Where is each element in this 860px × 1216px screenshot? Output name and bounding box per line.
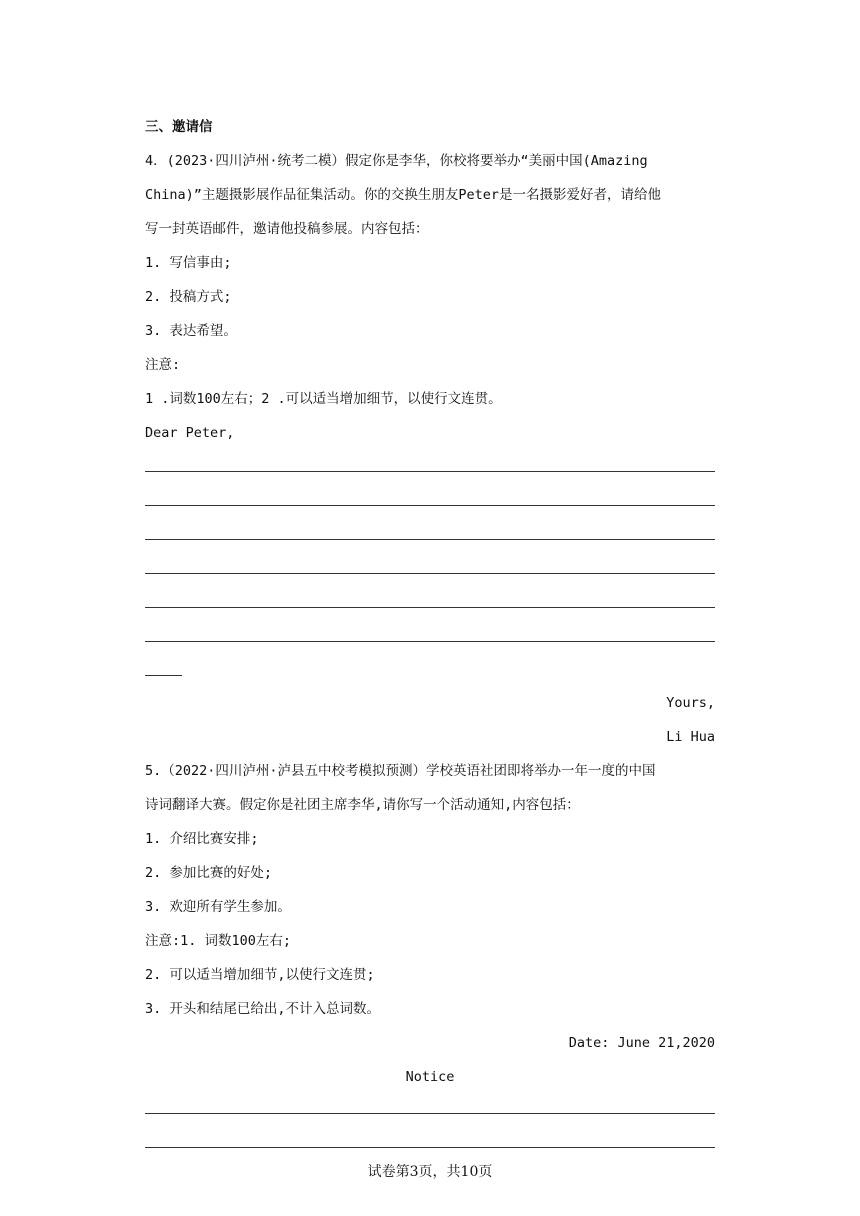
q4-closing: Yours, bbox=[666, 695, 715, 711]
q5-date: Date: June 21,2020 bbox=[568, 1035, 715, 1051]
answer-line-end[interactable] bbox=[145, 675, 182, 676]
answer-line[interactable] bbox=[145, 539, 715, 540]
q4-requirement-3: 3. 表达希望。 bbox=[145, 323, 237, 339]
q5-requirement-1: 1. 介绍比赛安排; bbox=[145, 831, 259, 847]
q4-prompt-line-3: 写一封英语邮件，邀请他投稿参展。内容包括： bbox=[145, 221, 429, 237]
q5-prompt-line-2: 诗词翻译大赛。假定你是社团主席李华,请你写一个活动通知,内容包括： bbox=[145, 797, 580, 813]
answer-line[interactable] bbox=[145, 505, 715, 506]
answer-line[interactable] bbox=[145, 1113, 715, 1114]
q4-note-label: 注意: bbox=[145, 357, 181, 373]
q5-notice-title: Notice bbox=[405, 1069, 455, 1085]
q4-note: 1 .词数100左右；2 .可以适当增加细节，以使行文连贯。 bbox=[145, 391, 502, 407]
answer-line[interactable] bbox=[145, 607, 715, 608]
q4-requirement-1: 1. 写信事由; bbox=[145, 255, 232, 271]
q5-note-2: 2. 可以适当增加细节,以使行文连贯; bbox=[145, 967, 375, 983]
q4-salutation: Dear Peter, bbox=[145, 425, 235, 441]
q5-prompt-line-1: 5.（2022·四川泸州·泸县五中校考模拟预测）学校英语社团即将举办一年一度的中国 bbox=[145, 763, 656, 779]
answer-line[interactable] bbox=[145, 1147, 715, 1148]
q5-requirement-3: 3. 欢迎所有学生参加。 bbox=[145, 899, 291, 915]
answer-line[interactable] bbox=[145, 471, 715, 472]
q4-prompt-line-2: China)”主题摄影展作品征集活动。你的交换生朋友Peter是一名摄影爱好者，请给他 bbox=[145, 187, 662, 203]
q4-prompt-line-1: 4．(2023·四川泸州·统考二模）假定你是李华，你校将要举办“美丽中国(Amazing bbox=[145, 153, 648, 169]
q4-requirement-2: 2. 投稿方式; bbox=[145, 289, 232, 305]
q5-note-3: 3. 开头和结尾已给出,不计入总词数。 bbox=[145, 1001, 381, 1017]
page-footer: 试卷第3页，共10页 bbox=[367, 1164, 493, 1180]
q5-requirement-2: 2. 参加比赛的好处; bbox=[145, 865, 273, 881]
q5-note-1: 注意:1. 词数100左右; bbox=[145, 933, 292, 949]
section-title: 三、邀请信 bbox=[145, 119, 213, 135]
answer-line[interactable] bbox=[145, 573, 715, 574]
answer-line[interactable] bbox=[145, 641, 715, 642]
q4-signature: Li Hua bbox=[666, 729, 715, 745]
